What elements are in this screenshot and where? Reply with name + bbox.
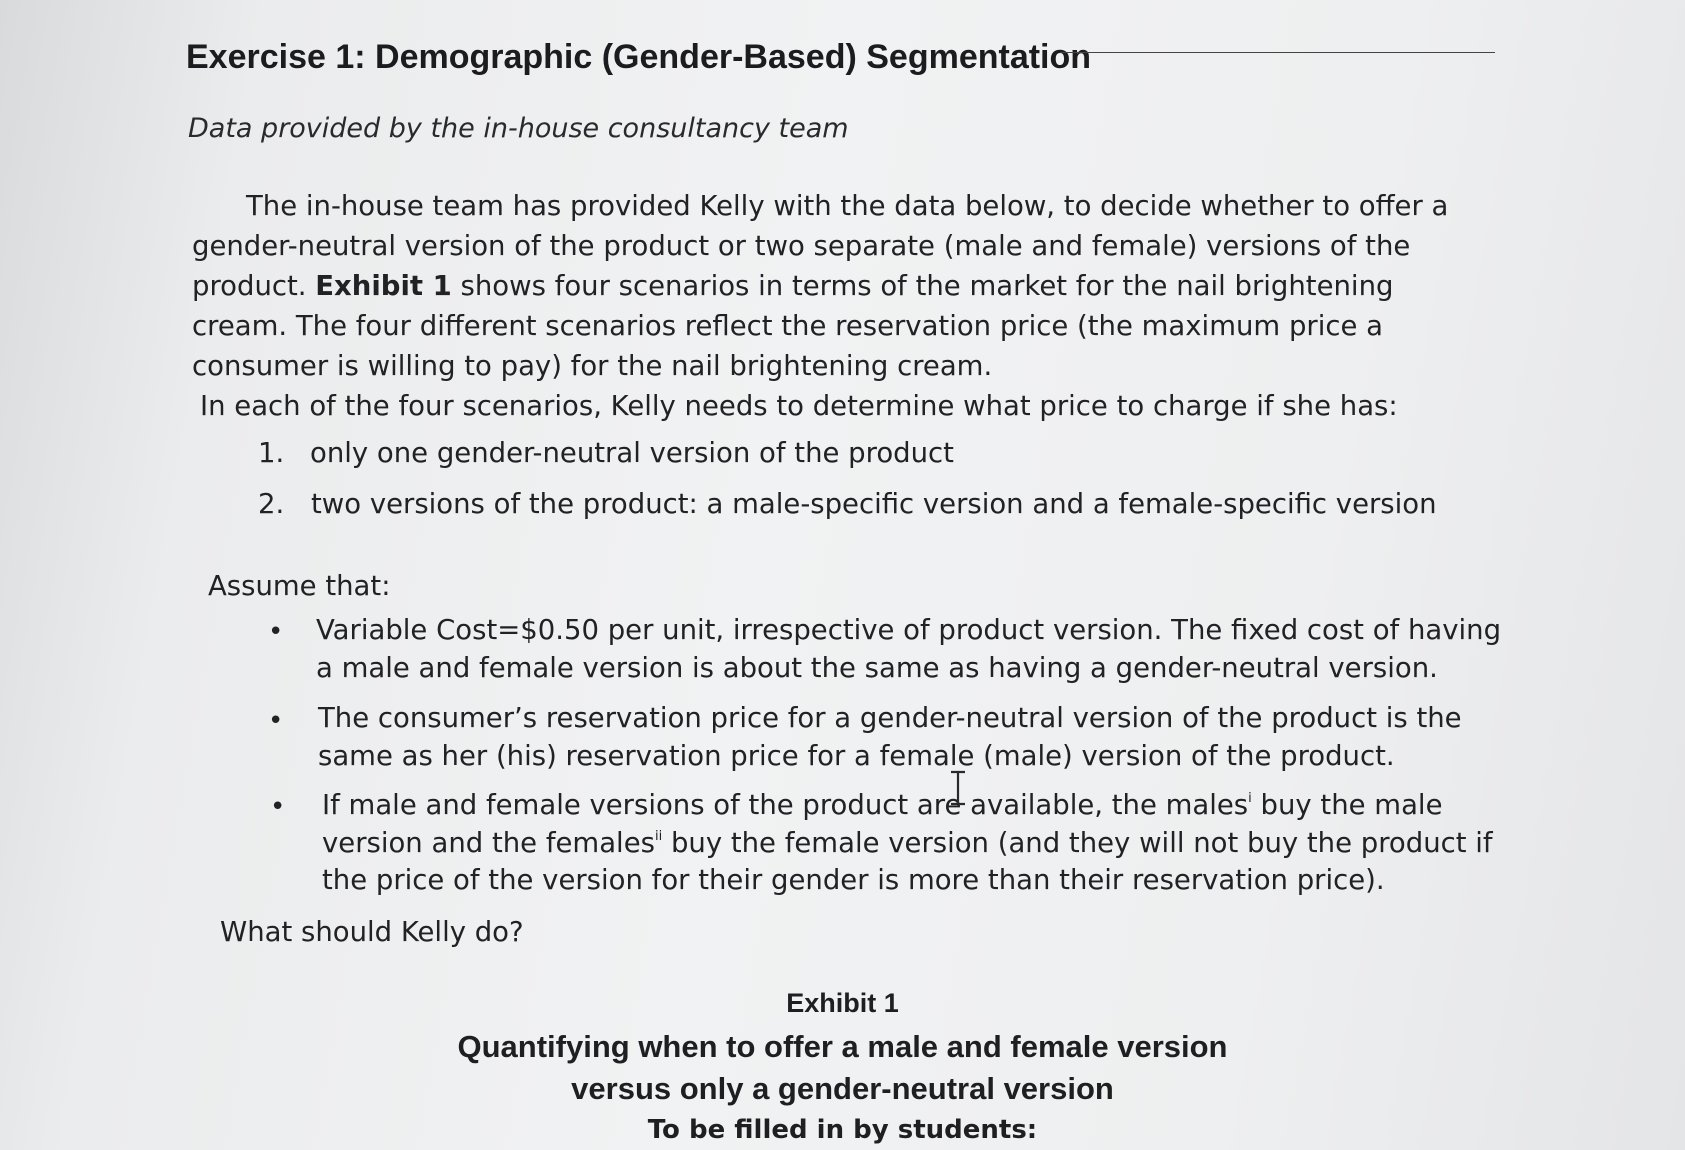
footnote-marker: i xyxy=(1248,791,1252,806)
question-lead: In each of the four scenarios, Kelly needs to determine what price to charge if she has: xyxy=(200,390,1398,422)
list-number: 2. xyxy=(258,488,285,520)
bullet: • xyxy=(268,706,284,736)
footnote-marker: ii xyxy=(654,828,663,844)
list-item: Variable Cost=$0.50 per unit, irrespective of product version. The fixed cost of having a male and female version is about the same as having a gender-neutral version. xyxy=(316,614,1502,684)
exhibit-title: Quantifying when to offer a male and female version versus only a gender-neutral version xyxy=(457,1029,1228,1106)
intro-text-2: shows four scenarios in terms of the market for the nail brightening cream. The four different scenarios reflect the reservation price (the maximum price a consumer is willing to pay) for the nail brightening cream. xyxy=(192,270,1394,382)
exhibit-reference: Exhibit 1 xyxy=(315,270,452,302)
list-item: The consumer’s reservation price for a gender-neutral version of the product is the same as her (his) reservation price for a female (male) version of the product. xyxy=(318,702,1462,772)
intro-text-1: The in-house team has provided Kelly with the data below, to decide whether to offer a gender-neutral version of the product or two separate (male and female) versions of the product. xyxy=(192,190,1449,302)
title-rule xyxy=(1060,52,1495,53)
list-item: If male and female versions of the product are available, the males$^i$ buy the male version and the females$^{ii}$ buy the female version (and they will not buy the product if the price of the version for their gender is more than their reservation price). xyxy=(322,789,1493,896)
list-number: 1. xyxy=(258,437,285,469)
exhibit-label: Exhibit 1 xyxy=(786,988,899,1018)
list-item: two versions of the product: a male-specific version and a female-specific version xyxy=(311,488,1437,520)
closing-question: What should Kelly do? xyxy=(220,916,524,948)
assume-label: Assume that: xyxy=(208,570,391,602)
list-item: only one gender-neutral version of the product xyxy=(310,437,954,469)
subtitle: Data provided by the in-house consultancy team xyxy=(188,113,849,144)
bullet: • xyxy=(268,617,284,647)
page-title: Exercise 1: Demographic (Gender-Based) Segmentation xyxy=(186,38,1092,76)
fill-in-note: To be filled in by students: xyxy=(647,1115,1038,1145)
intro-paragraph xyxy=(192,186,1497,386)
bullet: • xyxy=(270,792,286,822)
text-cursor-icon xyxy=(948,770,968,806)
